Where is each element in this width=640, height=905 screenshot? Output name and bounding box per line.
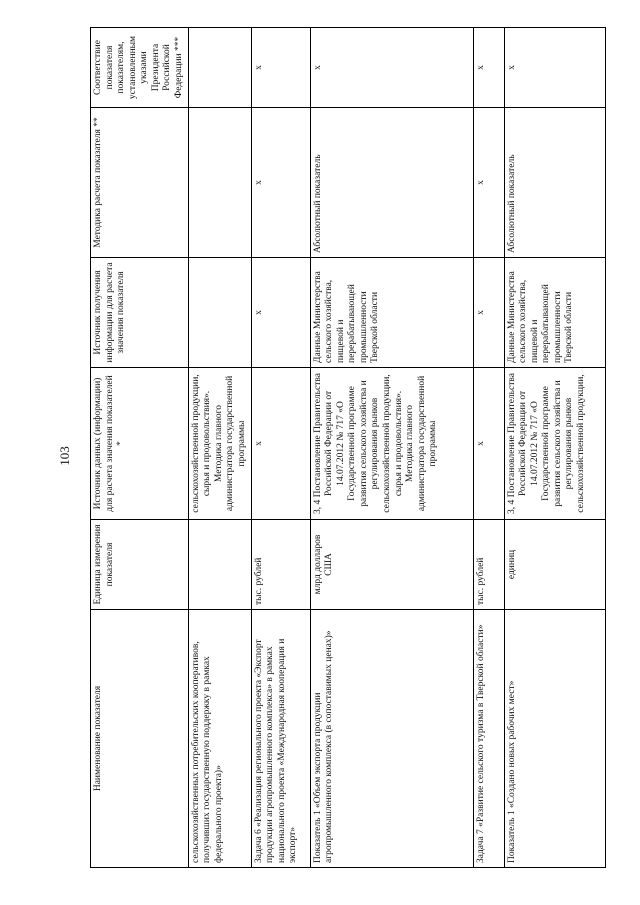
table-header-row <box>91 28 189 868</box>
cell-unit: единиц <box>504 520 605 610</box>
header-indicator-name: Наименование показателя <box>91 610 189 868</box>
cell-data-source: х <box>251 368 310 520</box>
cell-info-source: Данные Министерства сельского хозяйства, пищевой и перерабатывающей промышленности Тверской области <box>310 258 473 368</box>
cell-data-source: 3, 4 Постановление Правительства Российской Федерации от 14.07.2012 № 717 «О Государственной программе развития сельского хозяйства и регулирования рынков сельскохозяйственной продукции, сырья и продовольствия». Методика главного администратора государственной программы <box>310 368 473 520</box>
cell-unit: тыс. рублей <box>251 520 310 610</box>
cell-info-source: х <box>251 258 310 368</box>
table-row <box>188 28 251 868</box>
header-info-source: Источник получения информации для расчета значения показателя <box>91 258 189 368</box>
cell-data-source: х <box>473 368 504 520</box>
indicator-table <box>90 27 606 868</box>
table-row <box>310 28 473 868</box>
table-row <box>504 28 605 868</box>
cell-unit <box>188 520 251 610</box>
cell-method: Абсолютный показатель <box>504 108 605 258</box>
cell-method <box>188 108 251 258</box>
cell-compliance: х <box>473 28 504 108</box>
cell-data-source: сельскохозяйственной продукции, сырья и продовольствия». Методика главного администратора государственной программы <box>188 368 251 520</box>
cell-name: Задача 7 «Развитие сельского туризма в Тверской области» <box>473 610 504 868</box>
cell-method: х <box>251 108 310 258</box>
rotated-table-container <box>90 28 610 868</box>
cell-compliance: х <box>310 28 473 108</box>
header-data-source: Источник данных (информации) для расчета значения показателей * <box>91 368 189 520</box>
header-unit: Единица измерения показателя <box>91 520 189 610</box>
cell-name: Показатель 1 «Создано новых рабочих мест» <box>504 610 605 868</box>
cell-method: Абсолютный показатель <box>310 108 473 258</box>
page-number: 103 <box>57 446 72 466</box>
cell-info-source: х <box>473 258 504 368</box>
table-row <box>473 28 504 868</box>
cell-compliance: х <box>504 28 605 108</box>
cell-name: Показатель 1 «Объем экспорта продукции агропромышленного комплекса (в сопоставимых ценах)» <box>310 610 473 868</box>
cell-data-source: 3, 4 Постановление Правительства Российской Федерации от 14.07.2012 № 717 «О Государственной программе развития сельского хозяйства и регулирования рынков сельскохозяйственной продукции, <box>504 368 605 520</box>
cell-unit: млрд долларов США <box>310 520 473 610</box>
cell-info-source: Данные Министерства сельского хозяйства, пищевой и перерабатывающей промышленности Тверской области <box>504 258 605 368</box>
table-row <box>251 28 310 868</box>
cell-info-source <box>188 258 251 368</box>
cell-name: Задача 6 «Реализация регионального проекта «Экспорт продукции агропромышленного комплекса» в рамках национального проекта «Международная кооперация и экспорт» <box>251 610 310 868</box>
header-compliance: Соответствие показателя показателям, установленным указами Президента Российской Федерации *** <box>91 28 189 108</box>
cell-name: сельскохозяйственных потребительских кооперативов, получивших государственную поддержку в рамках федерального проекта)» <box>188 610 251 868</box>
cell-compliance <box>188 28 251 108</box>
cell-compliance: х <box>251 28 310 108</box>
cell-method: х <box>473 108 504 258</box>
header-method: Методика расчета показателя ** <box>91 108 189 258</box>
cell-unit: тыс. рублей <box>473 520 504 610</box>
